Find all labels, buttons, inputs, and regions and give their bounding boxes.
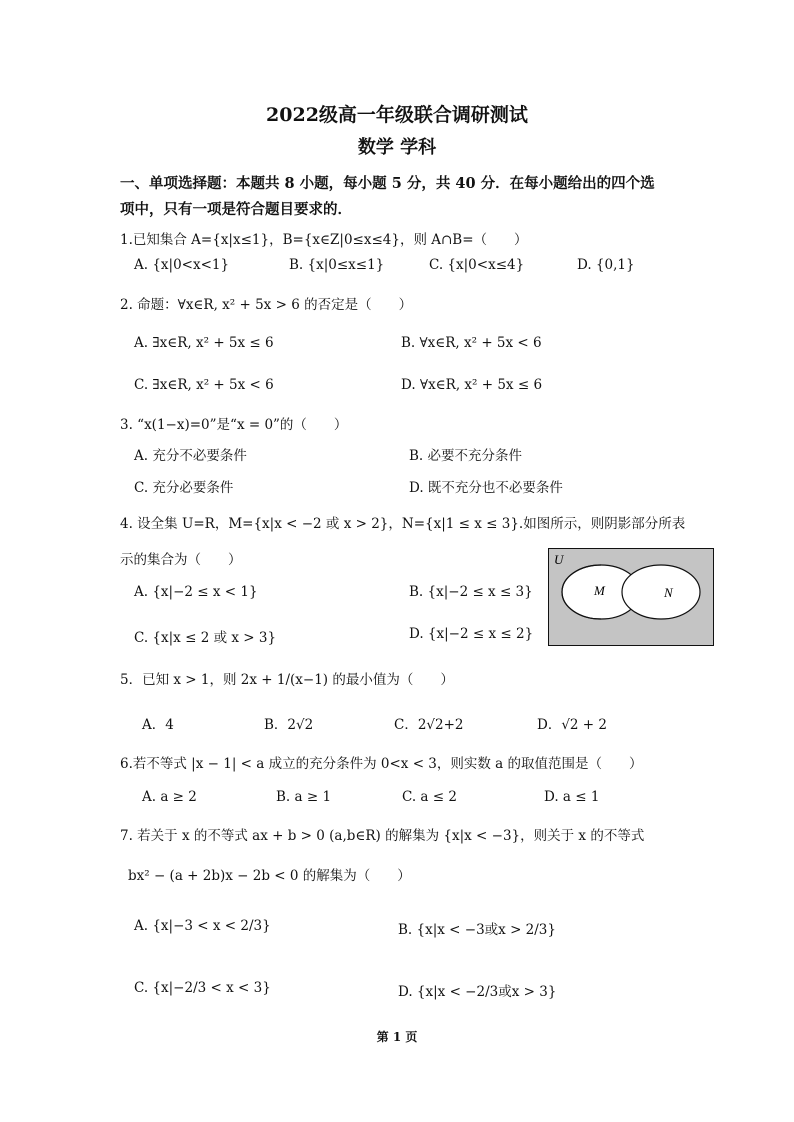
universe-label: U [554,552,564,567]
question-7-stem: 7. 若关于 x 的不等式 ax + b > 0 (a,b∈R) 的解集为 {x|x < −3}，则关于 x 的不等式 [120,828,645,844]
question-7-option-b: B. {x|x < −3或x > 2/3} [398,922,556,938]
question-1-option-a: A. {x|0<x<1} [134,257,230,273]
question-6-option-a: A. a ≥ 2 [142,789,197,805]
exam-title: 2022级高一年级联合调研测试 [266,104,528,126]
set-n-label: N [664,585,673,600]
question-5-option-d: D．√2 + 2 [537,717,607,733]
question-6-option-b: B. a ≥ 1 [276,789,332,805]
question-4-stem: 4. 设全集 U=R，M={x|x < −2 或 x > 2}，N={x|1 ≤ x ≤ 3}.如图所示，则阴影部分所表 [120,516,686,532]
question-7-option-d: D. {x|x < −2/3或x > 3} [398,984,557,1000]
question-1-option-c: C. {x|0<x≤4} [429,257,525,273]
question-3-option-c: C. 充分必要条件 [134,480,234,496]
question-7-stem-continued: bx² − (a + 2b)x − 2b < 0 的解集为（ ） [128,868,411,884]
question-3-stem: 3. “x(1−x)=0”是“x = 0”的（ ） [120,417,348,433]
question-6-option-c: C. a ≤ 2 [402,789,457,805]
question-3-option-d: D. 既不充分也不必要条件 [409,480,563,496]
page-number: 第 1 页 [376,1030,418,1044]
question-3-option-a: A. 充分不必要条件 [134,448,247,464]
question-2-stem: 2. 命题：∀x∈R, x² + 5x > 6 的否定是（ ） [120,297,413,313]
question-2-option-b: B. ∀x∈R, x² + 5x < 6 [401,335,542,351]
question-3-option-b: B. 必要不充分条件 [409,448,523,464]
question-4-option-d: D. {x|−2 ≤ x ≤ 2} [409,626,534,642]
question-4-option-c: C. {x|x ≤ 2 或 x > 3} [134,630,277,646]
set-n-ellipse [622,565,700,619]
question-1-stem: 1.已知集合 A={x|x≤1}，B={x∈Z|0≤x≤4}，则 A∩B=（ ） [120,232,528,248]
question-6-option-d: D. a ≤ 1 [544,789,600,805]
question-4-option-a: A. {x|−2 ≤ x < 1} [134,584,258,600]
question-1-option-d: D. {0,1} [577,257,635,273]
question-7-option-a: A. {x|−3 < x < 2/3} [134,918,271,934]
question-2-option-c: C. ∃x∈R, x² + 5x < 6 [134,377,274,393]
question-4-stem-continued: 示的集合为（ ） [120,552,242,568]
question-5-option-b: B．2√2 [264,717,314,733]
subject-title: 数学 学科 [357,137,437,158]
question-5-option-c: C．2√2+2 [394,717,464,733]
set-m-label: M [594,583,605,598]
question-2-option-a: A. ∃x∈R, x² + 5x ≤ 6 [134,335,274,351]
question-5-stem: 5．已知 x > 1，则 2x + 1/(x−1) 的最小值为（ ） [120,672,454,688]
section-heading-line2: 项中，只有一项是符合题目要求的． [120,201,352,218]
question-5-option-a: A．4 [142,717,174,733]
section-heading-line1: 一、单项选择题：本题共 8 小题，每小题 5 分，共 40 分．在每小题给出的四个选 [120,175,655,192]
question-7-option-c: C. {x|−2/3 < x < 3} [134,980,271,996]
question-2-option-d: D. ∀x∈R, x² + 5x ≤ 6 [401,377,543,393]
question-4-option-b: B. {x|−2 ≤ x ≤ 3} [409,584,533,600]
question-6-stem: 6.若不等式 |x − 1| < a 成立的充分条件为 0<x < 3，则实数 a 的取值范围是（ ） [120,756,643,772]
question-1-option-b: B. {x|0≤x≤1} [289,257,385,273]
venn-diagram [548,548,714,646]
